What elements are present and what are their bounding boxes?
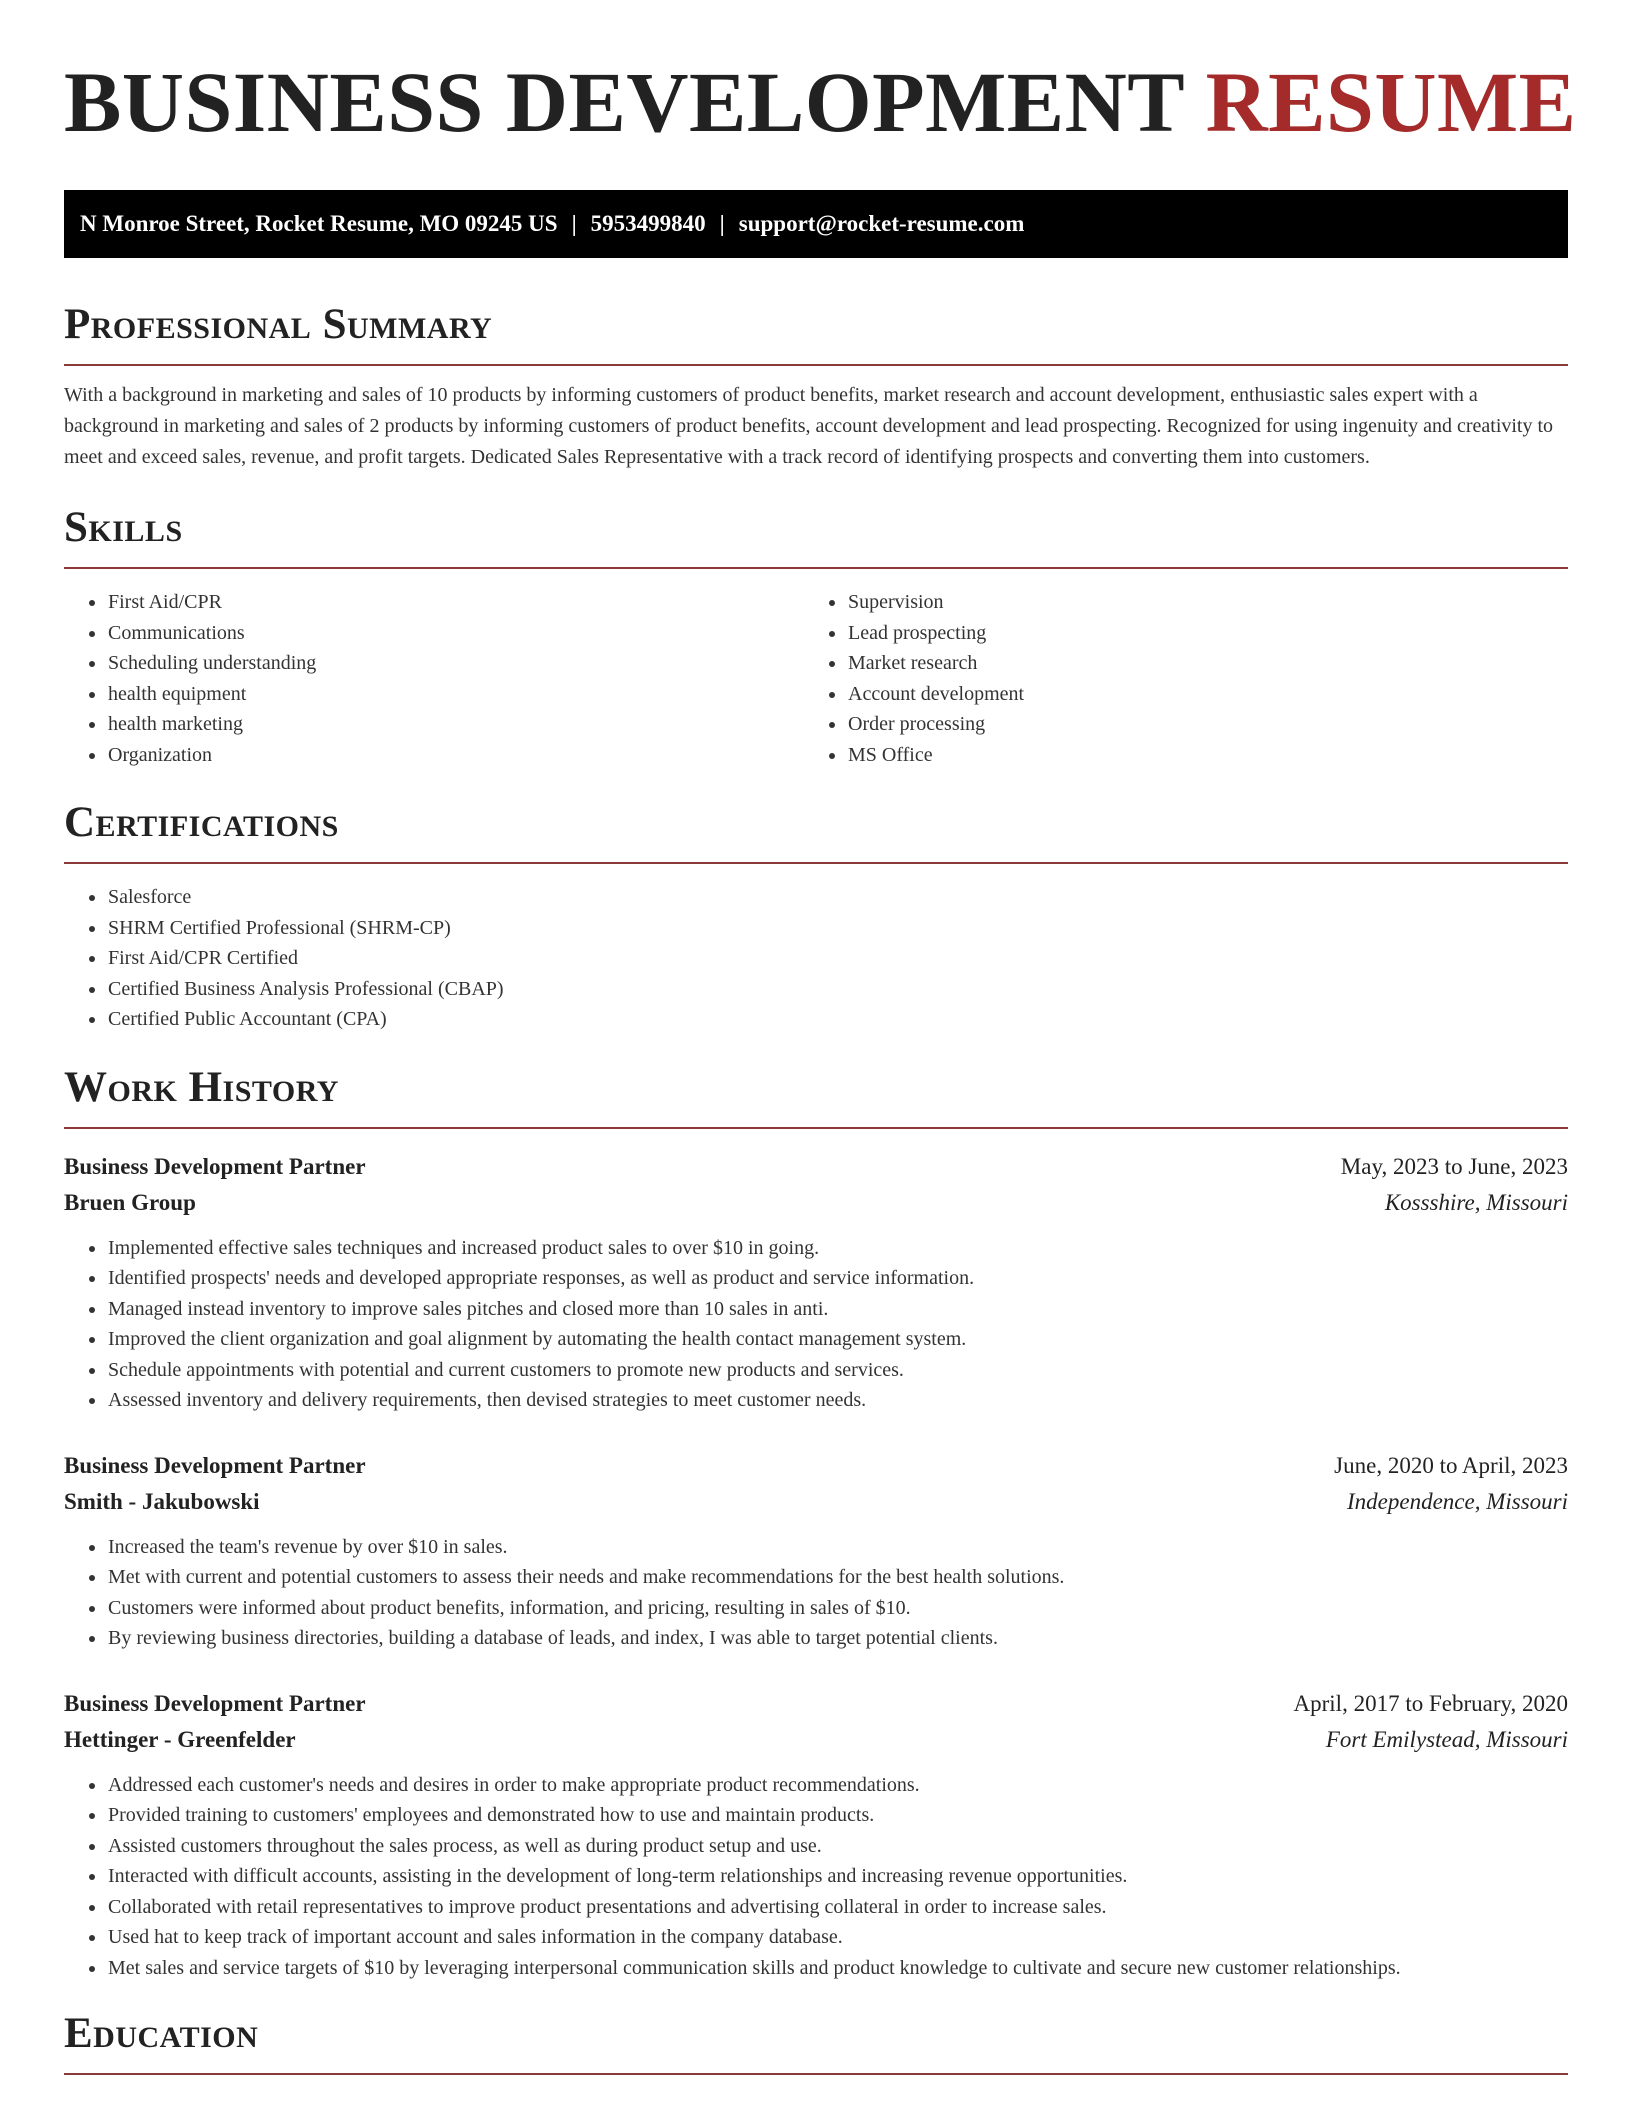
- certifications-section: [64, 798, 1568, 1035]
- job-bullet: • Identified prospects' needs and developed appropriate responses, as well as product and service information.: [107, 1263, 1568, 1294]
- certifications-heading: Certifications: [64, 798, 1568, 864]
- job-company: Smith - Jakubowski: [64, 1488, 260, 1514]
- skills-section: [64, 503, 1568, 770]
- resume-title: [64, 52, 1577, 152]
- job-bullet: • Assessed inventory and delivery requirements, then devised strategies to meet customer needs.: [107, 1385, 1568, 1416]
- contact-phone: 5953499840: [590, 211, 706, 236]
- skills-heading: Skills: [64, 503, 1568, 569]
- job-bullet: • Managed instead inventory to improve sales pitches and closed more than 10 sales in anti.: [107, 1294, 1568, 1325]
- education-heading: Education: [64, 2009, 1568, 2075]
- certifications-list: [64, 882, 1568, 1035]
- work-history-heading: Work History: [64, 1063, 1568, 1129]
- work-history-section: [64, 1063, 1568, 1984]
- skill-item: • health marketing: [107, 709, 804, 740]
- title-accent: RESUME: [1205, 54, 1577, 150]
- job-bullet: • Interacted with difficult accounts, assisting in the development of long-term relationships and increasing revenue opportunities.: [107, 1861, 1568, 1892]
- skills-list-right: [804, 587, 1568, 770]
- summary-text: With a background in marketing and sales of 10 products by informing customers of product benefits, market research and account development, enthusiastic sales expert with a background in marketing and sales of 2 products by informing customers of product benefits, account development and lead prospecting. Recognized for using ingenuity and creativity to meet and exceed sales, revenue, and profit targets. Dedicated Sales Representative with a track record of identifying prospects and converting them into customers.: [64, 384, 1554, 468]
- contact-separator: |: [571, 211, 577, 236]
- job-bullet: • By reviewing business directories, building a database of leads, and index, I was able to target potential clients.: [107, 1623, 1568, 1654]
- job-dates: April, 2017 to February, 2020: [1293, 1690, 1568, 1716]
- certification-item: • First Aid/CPR Certified: [107, 943, 1568, 974]
- job-bullet: • Implemented effective sales techniques and increased product sales to over $10 in going.: [107, 1233, 1568, 1264]
- job-title: Business Development Partner: [64, 1690, 366, 1716]
- certification-item: • Certified Public Accountant (CPA): [107, 1004, 1568, 1035]
- job-company: Bruen Group: [64, 1189, 196, 1215]
- job-bullet: • Assisted customers throughout the sales process, as well as during product setup and use.: [107, 1831, 1568, 1862]
- job-bullets: [64, 1233, 1568, 1416]
- job-dates: June, 2020 to April, 2023: [1334, 1452, 1568, 1478]
- skill-item: • Account development: [847, 679, 1568, 710]
- job-bullet: • Used hat to keep track of important account and sales information in the company database.: [107, 1922, 1568, 1953]
- job-location: Fort Emilystead, Missouri: [1325, 1726, 1568, 1752]
- job-entry: [64, 1686, 1568, 1984]
- job-company-row: [64, 1185, 1568, 1221]
- skill-item: • health equipment: [107, 679, 804, 710]
- job-company-row: [64, 1484, 1568, 1520]
- contact-separator: |: [719, 211, 725, 236]
- job-dates: May, 2023 to June, 2023: [1340, 1153, 1568, 1179]
- skill-item: • First Aid/CPR: [107, 587, 804, 618]
- skill-item: • Order processing: [847, 709, 1568, 740]
- job-bullets: [64, 1532, 1568, 1654]
- skill-item: • Market research: [847, 648, 1568, 679]
- job-header-row: [64, 1448, 1568, 1484]
- skill-item: • Communications: [107, 618, 804, 649]
- job-bullets: [64, 1770, 1568, 1984]
- job-bullet: • Increased the team's revenue by over $10 in sales.: [107, 1532, 1568, 1563]
- skills-columns: [64, 569, 1568, 770]
- job-bullet: • Collaborated with retail representatives to improve product presentations and advertising collateral in order to increase sales.: [107, 1892, 1568, 1923]
- job-location: Independence, Missouri: [1347, 1488, 1568, 1514]
- job-bullet: • Schedule appointments with potential and current customers to promote new products and services.: [107, 1355, 1568, 1386]
- summary-section: [64, 300, 1568, 473]
- job-bullet: • Improved the client organization and goal alignment by automating the health contact management system.: [107, 1324, 1568, 1355]
- skill-item: • Lead prospecting: [847, 618, 1568, 649]
- certification-item: • Salesforce: [107, 882, 1568, 913]
- job-header-row: [64, 1686, 1568, 1722]
- education-section: [64, 2009, 1568, 2075]
- job-location: Kossshire, Missouri: [1384, 1189, 1568, 1215]
- job-title: Business Development Partner: [64, 1153, 366, 1179]
- skills-list-left: [64, 587, 804, 770]
- summary-heading: Professional Summary: [64, 300, 1568, 366]
- title-main: BUSINESS DEVELOPMENT: [64, 54, 1184, 150]
- job-company: Hettinger - Greenfelder: [64, 1726, 296, 1752]
- job-entry: [64, 1149, 1568, 1416]
- contact-bar: [64, 190, 1568, 258]
- job-company-row: [64, 1722, 1568, 1758]
- certification-item: • SHRM Certified Professional (SHRM-CP): [107, 913, 1568, 944]
- job-entry: [64, 1448, 1568, 1654]
- skill-item: • Organization: [107, 740, 804, 771]
- job-bullet: • Customers were informed about product benefits, information, and pricing, resulting in sales of $10.: [107, 1593, 1568, 1624]
- skill-item: • Supervision: [847, 587, 1568, 618]
- job-title: Business Development Partner: [64, 1452, 366, 1478]
- skill-item: • MS Office: [847, 740, 1568, 771]
- job-bullet: • Provided training to customers' employees and demonstrated how to use and maintain products.: [107, 1800, 1568, 1831]
- certification-item: • Certified Business Analysis Professional (CBAP): [107, 974, 1568, 1005]
- job-bullet: • Addressed each customer's needs and desires in order to make appropriate product recommendations.: [107, 1770, 1568, 1801]
- contact-email: support@rocket-resume.com: [738, 211, 1025, 236]
- contact-address: N Monroe Street, Rocket Resume, MO 09245 US: [80, 211, 558, 236]
- skill-item: • Scheduling understanding: [107, 648, 804, 679]
- job-bullet: • Met with current and potential customers to assess their needs and make recommendations for the best health solutions.: [107, 1562, 1568, 1593]
- job-header-row: [64, 1149, 1568, 1185]
- job-bullet: • Met sales and service targets of $10 by leveraging interpersonal communication skills and product knowledge to cultivate and secure new customer relationships.: [107, 1953, 1568, 1984]
